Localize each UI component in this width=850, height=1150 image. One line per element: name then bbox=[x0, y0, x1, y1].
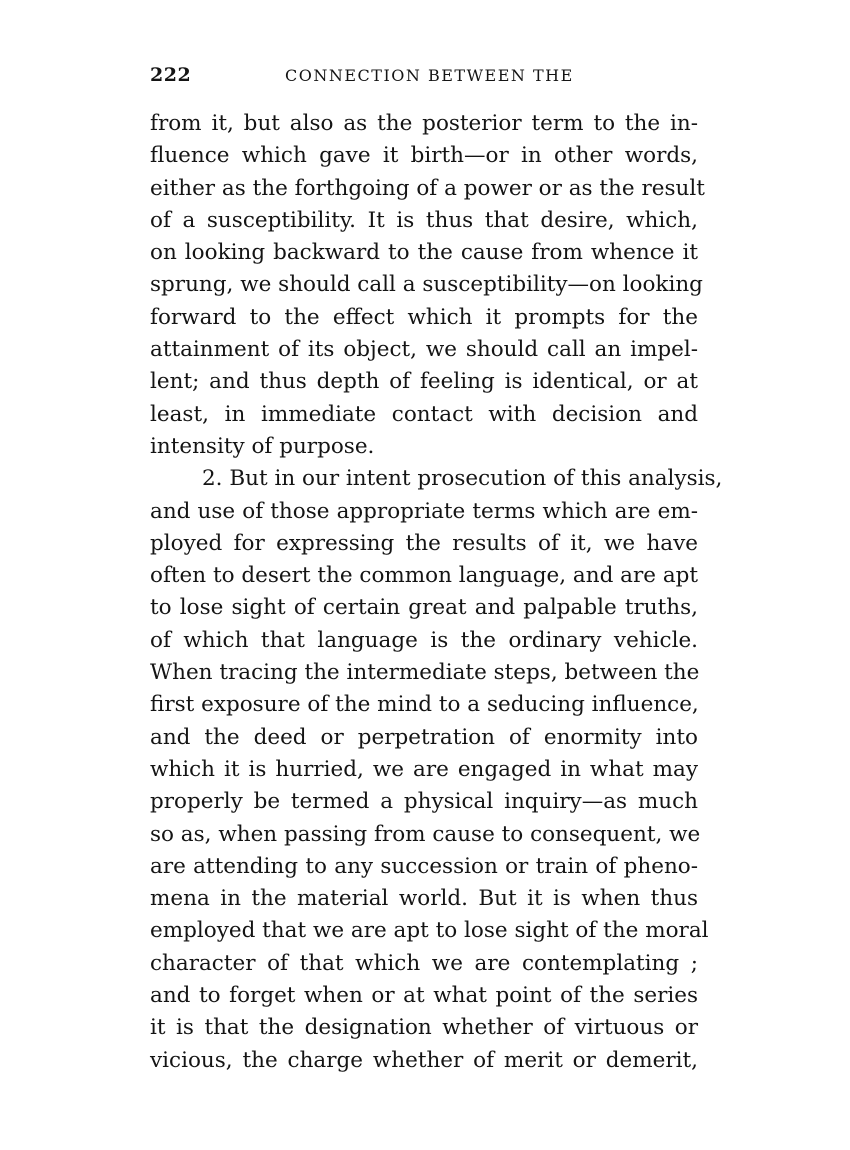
text-line: are attending to any succession or train of pheno- bbox=[150, 853, 698, 879]
text-line: and to forget when or at what point of the series bbox=[150, 983, 698, 1009]
paragraph-start-line: 2. But in our intent prosecution of this analysis, bbox=[202, 466, 723, 492]
text-line: first exposure of the mind to a seducing influence, bbox=[150, 692, 699, 718]
text-line: and the deed or perpetration of enormity into bbox=[150, 724, 698, 750]
text-line: attainment of its object, we should call an impel- bbox=[150, 337, 698, 363]
text-line: ployed for expressing the results of it, we have bbox=[150, 530, 698, 556]
text-line: either as the forthgoing of a power or as the result bbox=[150, 175, 705, 201]
text-line: sprung, we should call a susceptibility—on looking bbox=[150, 272, 703, 298]
text-line: which it is hurried, we are engaged in what may bbox=[150, 756, 698, 782]
text-line: lent; and thus depth of feeling is identical, or at bbox=[150, 369, 698, 395]
text-line: employed that we are apt to lose sight of the moral bbox=[150, 918, 709, 944]
text-line: of which that language is the ordinary vehicle. bbox=[150, 627, 698, 653]
page-header bbox=[150, 64, 698, 88]
text-line: fluence which gave it birth—or in other words, bbox=[150, 143, 698, 169]
text-line: least, in immediate contact with decision and bbox=[150, 401, 698, 427]
text-line: mena in the material world. But it is when thus bbox=[150, 886, 698, 912]
text-line: so as, when passing from cause to consequent, we bbox=[150, 821, 701, 847]
text-line: character of that which we are contemplating ; bbox=[150, 950, 698, 976]
text-line: on looking backward to the cause from whence it bbox=[150, 240, 698, 266]
text-line: of a susceptibility. It is thus that desire, which, bbox=[150, 207, 698, 233]
text-line: properly be termed a physical inquiry—as much bbox=[150, 789, 698, 815]
text-line: forward to the effect which it prompts for the bbox=[150, 304, 698, 330]
text-line: vicious, the charge whether of merit or demerit, bbox=[150, 1047, 698, 1073]
paragraph-end-line: intensity of purpose. bbox=[150, 433, 375, 459]
running-title: CONNECTION BETWEEN THE bbox=[285, 66, 574, 85]
text-line: to lose sight of certain great and palpable truths, bbox=[150, 595, 698, 621]
page-number: 222 bbox=[150, 64, 192, 86]
body-text bbox=[150, 108, 723, 1077]
text-line: When tracing the intermediate steps, between the bbox=[150, 660, 700, 686]
text-line: from it, but also as the posterior term to the in- bbox=[150, 111, 698, 136]
text-line: often to desert the common language, and are apt bbox=[150, 563, 699, 589]
text-line: and use of those appropriate terms which are em- bbox=[150, 498, 698, 524]
text-line: it is that the designation whether of virtuous or bbox=[150, 1015, 698, 1041]
